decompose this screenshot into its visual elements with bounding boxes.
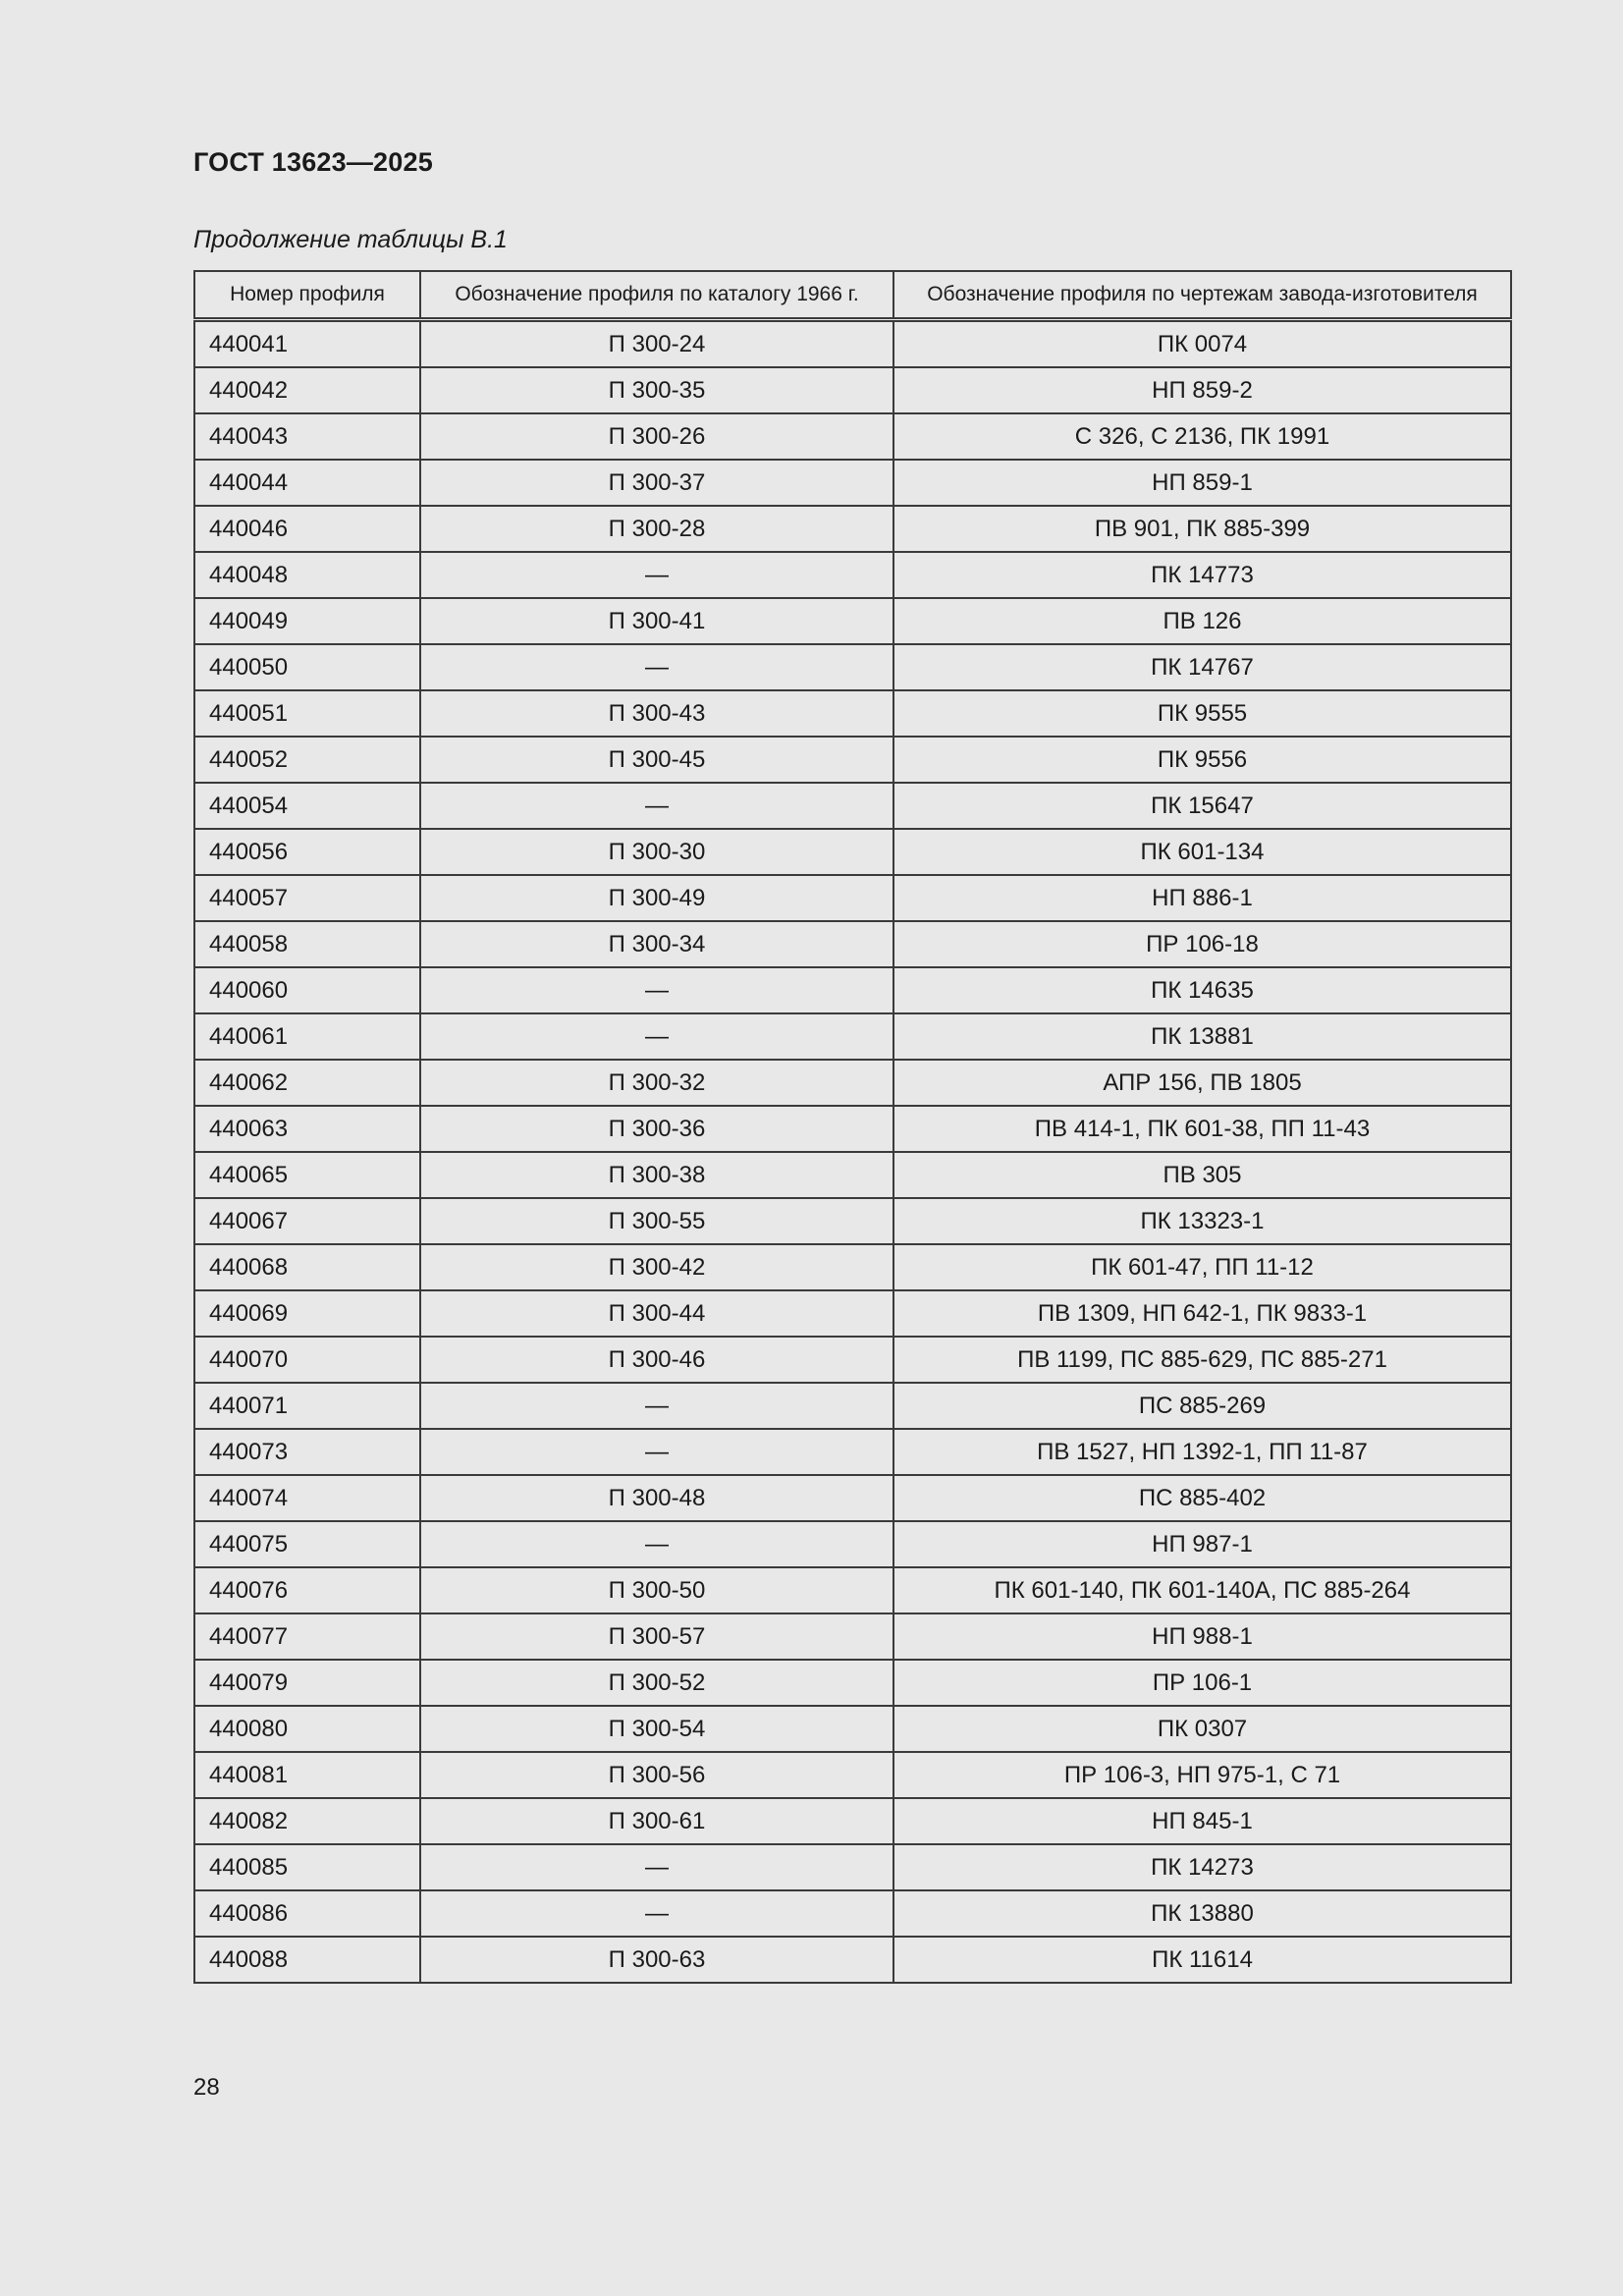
drawing-designation-cell: НП 845-1 bbox=[893, 1798, 1511, 1844]
drawing-designation-cell: ПР 106-1 bbox=[893, 1660, 1511, 1706]
profile-number-cell: 440056 bbox=[194, 829, 420, 875]
profile-number-cell: 440088 bbox=[194, 1937, 420, 1983]
drawing-designation-cell: С 326, С 2136, ПК 1991 bbox=[893, 413, 1511, 460]
drawing-designation-cell: ПК 14773 bbox=[893, 552, 1511, 598]
drawing-designation-cell: ПР 106-3, НП 975-1, С 71 bbox=[893, 1752, 1511, 1798]
drawing-designation-cell: ПВ 1199, ПС 885-629, ПС 885-271 bbox=[893, 1337, 1511, 1383]
catalog-designation-cell: П 300-49 bbox=[420, 875, 893, 921]
catalog-designation-cell: П 300-37 bbox=[420, 460, 893, 506]
drawing-designation-cell: ПК 9555 bbox=[893, 690, 1511, 737]
catalog-designation-cell: П 300-45 bbox=[420, 737, 893, 783]
column-header-catalog-1966: Обозначение профиля по каталогу 1966 г. bbox=[420, 271, 893, 320]
table-row bbox=[194, 413, 1511, 460]
drawing-designation-cell: ПК 9556 bbox=[893, 737, 1511, 783]
table-body bbox=[194, 320, 1511, 1984]
drawing-designation-cell: ПВ 414-1, ПК 601-38, ПП 11-43 bbox=[893, 1106, 1511, 1152]
profile-number-cell: 440076 bbox=[194, 1567, 420, 1613]
catalog-designation-cell: П 300-48 bbox=[420, 1475, 893, 1521]
catalog-designation-cell: П 300-57 bbox=[420, 1613, 893, 1660]
profile-number-cell: 440073 bbox=[194, 1429, 420, 1475]
profile-number-cell: 440058 bbox=[194, 921, 420, 967]
table-row bbox=[194, 1383, 1511, 1429]
profile-number-cell: 440054 bbox=[194, 783, 420, 829]
catalog-designation-cell: П 300-43 bbox=[420, 690, 893, 737]
table-row bbox=[194, 1798, 1511, 1844]
column-header-profile-number: Номер профиля bbox=[194, 271, 420, 320]
profile-number-cell: 440051 bbox=[194, 690, 420, 737]
drawing-designation-cell: АПР 156, ПВ 1805 bbox=[893, 1060, 1511, 1106]
table-row bbox=[194, 1013, 1511, 1060]
profile-number-cell: 440081 bbox=[194, 1752, 420, 1798]
profile-number-cell: 440042 bbox=[194, 367, 420, 413]
catalog-designation-cell: П 300-41 bbox=[420, 598, 893, 644]
profile-number-cell: 440069 bbox=[194, 1290, 420, 1337]
catalog-designation-cell: П 300-35 bbox=[420, 367, 893, 413]
drawing-designation-cell: ПК 601-140, ПК 601-140А, ПС 885-264 bbox=[893, 1567, 1511, 1613]
profile-number-cell: 440043 bbox=[194, 413, 420, 460]
table-row bbox=[194, 1198, 1511, 1244]
catalog-designation-cell: П 300-54 bbox=[420, 1706, 893, 1752]
drawing-designation-cell: ПС 885-269 bbox=[893, 1383, 1511, 1429]
table-row bbox=[194, 829, 1511, 875]
table-row bbox=[194, 1844, 1511, 1890]
profile-table bbox=[193, 270, 1512, 1984]
drawing-designation-cell: ПК 14767 bbox=[893, 644, 1511, 690]
profile-number-cell: 440063 bbox=[194, 1106, 420, 1152]
catalog-designation-cell: — bbox=[420, 967, 893, 1013]
drawing-designation-cell: ПВ 901, ПК 885-399 bbox=[893, 506, 1511, 552]
table-row bbox=[194, 506, 1511, 552]
catalog-designation-cell: П 300-28 bbox=[420, 506, 893, 552]
catalog-designation-cell: — bbox=[420, 1429, 893, 1475]
catalog-designation-cell: П 300-55 bbox=[420, 1198, 893, 1244]
profile-number-cell: 440068 bbox=[194, 1244, 420, 1290]
column-header-manufacturer-drawing: Обозначение профиля по чертежам завода-изготовителя bbox=[893, 271, 1511, 320]
drawing-designation-cell: ПВ 305 bbox=[893, 1152, 1511, 1198]
profile-number-cell: 440067 bbox=[194, 1198, 420, 1244]
catalog-designation-cell: П 300-30 bbox=[420, 829, 893, 875]
profile-number-cell: 440082 bbox=[194, 1798, 420, 1844]
table-row bbox=[194, 1521, 1511, 1567]
drawing-designation-cell: НП 859-2 bbox=[893, 367, 1511, 413]
drawing-designation-cell: ПВ 1309, НП 642-1, ПК 9833-1 bbox=[893, 1290, 1511, 1337]
drawing-designation-cell: НП 859-1 bbox=[893, 460, 1511, 506]
catalog-designation-cell: — bbox=[420, 1844, 893, 1890]
catalog-designation-cell: П 300-42 bbox=[420, 1244, 893, 1290]
catalog-designation-cell: П 300-56 bbox=[420, 1752, 893, 1798]
catalog-designation-cell: П 300-61 bbox=[420, 1798, 893, 1844]
drawing-designation-cell: ПК 601-47, ПП 11-12 bbox=[893, 1244, 1511, 1290]
table-row bbox=[194, 737, 1511, 783]
profile-number-cell: 440085 bbox=[194, 1844, 420, 1890]
profile-number-cell: 440080 bbox=[194, 1706, 420, 1752]
table-row bbox=[194, 1337, 1511, 1383]
table-row bbox=[194, 690, 1511, 737]
catalog-designation-cell: П 300-26 bbox=[420, 413, 893, 460]
catalog-designation-cell: — bbox=[420, 783, 893, 829]
catalog-designation-cell: — bbox=[420, 1383, 893, 1429]
profile-number-cell: 440046 bbox=[194, 506, 420, 552]
table-row bbox=[194, 1106, 1511, 1152]
table-row bbox=[194, 1706, 1511, 1752]
catalog-designation-cell: — bbox=[420, 1013, 893, 1060]
drawing-designation-cell: ПВ 1527, НП 1392-1, ПП 11-87 bbox=[893, 1429, 1511, 1475]
catalog-designation-cell: П 300-50 bbox=[420, 1567, 893, 1613]
profile-number-cell: 440074 bbox=[194, 1475, 420, 1521]
profile-number-cell: 440077 bbox=[194, 1613, 420, 1660]
catalog-designation-cell: П 300-34 bbox=[420, 921, 893, 967]
drawing-designation-cell: НП 886-1 bbox=[893, 875, 1511, 921]
profile-number-cell: 440044 bbox=[194, 460, 420, 506]
table-row bbox=[194, 1244, 1511, 1290]
catalog-designation-cell: П 300-24 bbox=[420, 320, 893, 368]
profile-number-cell: 440070 bbox=[194, 1337, 420, 1383]
catalog-designation-cell: П 300-52 bbox=[420, 1660, 893, 1706]
drawing-designation-cell: ПК 14635 bbox=[893, 967, 1511, 1013]
drawing-designation-cell: НП 987-1 bbox=[893, 1521, 1511, 1567]
drawing-designation-cell: ПК 0074 bbox=[893, 320, 1511, 368]
table-row bbox=[194, 967, 1511, 1013]
table-row bbox=[194, 1613, 1511, 1660]
drawing-designation-cell: НП 988-1 bbox=[893, 1613, 1511, 1660]
table-row bbox=[194, 644, 1511, 690]
table-row bbox=[194, 552, 1511, 598]
table-row bbox=[194, 1660, 1511, 1706]
catalog-designation-cell: П 300-36 bbox=[420, 1106, 893, 1152]
table-row bbox=[194, 1290, 1511, 1337]
drawing-designation-cell: ПР 106-18 bbox=[893, 921, 1511, 967]
catalog-designation-cell: П 300-44 bbox=[420, 1290, 893, 1337]
catalog-designation-cell: П 300-32 bbox=[420, 1060, 893, 1106]
profile-number-cell: 440062 bbox=[194, 1060, 420, 1106]
drawing-designation-cell: ПС 885-402 bbox=[893, 1475, 1511, 1521]
page-number: 28 bbox=[193, 2074, 220, 2101]
catalog-designation-cell: — bbox=[420, 552, 893, 598]
profile-number-cell: 440061 bbox=[194, 1013, 420, 1060]
table-row bbox=[194, 875, 1511, 921]
profile-number-cell: 440052 bbox=[194, 737, 420, 783]
table-row bbox=[194, 1060, 1511, 1106]
profile-number-cell: 440041 bbox=[194, 320, 420, 368]
drawing-designation-cell: ПК 0307 bbox=[893, 1706, 1511, 1752]
table-row bbox=[194, 1429, 1511, 1475]
catalog-designation-cell: П 300-63 bbox=[420, 1937, 893, 1983]
profile-number-cell: 440060 bbox=[194, 967, 420, 1013]
table-row bbox=[194, 1752, 1511, 1798]
table-row bbox=[194, 460, 1511, 506]
catalog-designation-cell: — bbox=[420, 644, 893, 690]
drawing-designation-cell: ПВ 126 bbox=[893, 598, 1511, 644]
table-row bbox=[194, 783, 1511, 829]
drawing-designation-cell: ПК 13881 bbox=[893, 1013, 1511, 1060]
table-row bbox=[194, 320, 1511, 368]
drawing-designation-cell: ПК 601-134 bbox=[893, 829, 1511, 875]
table-row bbox=[194, 1475, 1511, 1521]
catalog-designation-cell: П 300-38 bbox=[420, 1152, 893, 1198]
profile-number-cell: 440075 bbox=[194, 1521, 420, 1567]
table-row bbox=[194, 598, 1511, 644]
catalog-designation-cell: П 300-46 bbox=[420, 1337, 893, 1383]
drawing-designation-cell: ПК 11614 bbox=[893, 1937, 1511, 1983]
table-row bbox=[194, 1152, 1511, 1198]
drawing-designation-cell: ПК 13323-1 bbox=[893, 1198, 1511, 1244]
profile-number-cell: 440065 bbox=[194, 1152, 420, 1198]
table-row bbox=[194, 367, 1511, 413]
table-row bbox=[194, 1890, 1511, 1937]
profile-number-cell: 440049 bbox=[194, 598, 420, 644]
table-row bbox=[194, 1567, 1511, 1613]
table-caption: Продолжение таблицы В.1 bbox=[193, 226, 508, 253]
profile-number-cell: 440048 bbox=[194, 552, 420, 598]
catalog-designation-cell: — bbox=[420, 1521, 893, 1567]
document-header: ГОСТ 13623—2025 bbox=[193, 147, 433, 177]
drawing-designation-cell: ПК 15647 bbox=[893, 783, 1511, 829]
table-header-row bbox=[194, 271, 1511, 320]
profile-number-cell: 440057 bbox=[194, 875, 420, 921]
table-row bbox=[194, 1937, 1511, 1983]
drawing-designation-cell: ПК 14273 bbox=[893, 1844, 1511, 1890]
profile-number-cell: 440086 bbox=[194, 1890, 420, 1937]
table-row bbox=[194, 921, 1511, 967]
profile-number-cell: 440071 bbox=[194, 1383, 420, 1429]
catalog-designation-cell: — bbox=[420, 1890, 893, 1937]
profile-number-cell: 440050 bbox=[194, 644, 420, 690]
drawing-designation-cell: ПК 13880 bbox=[893, 1890, 1511, 1937]
profile-number-cell: 440079 bbox=[194, 1660, 420, 1706]
